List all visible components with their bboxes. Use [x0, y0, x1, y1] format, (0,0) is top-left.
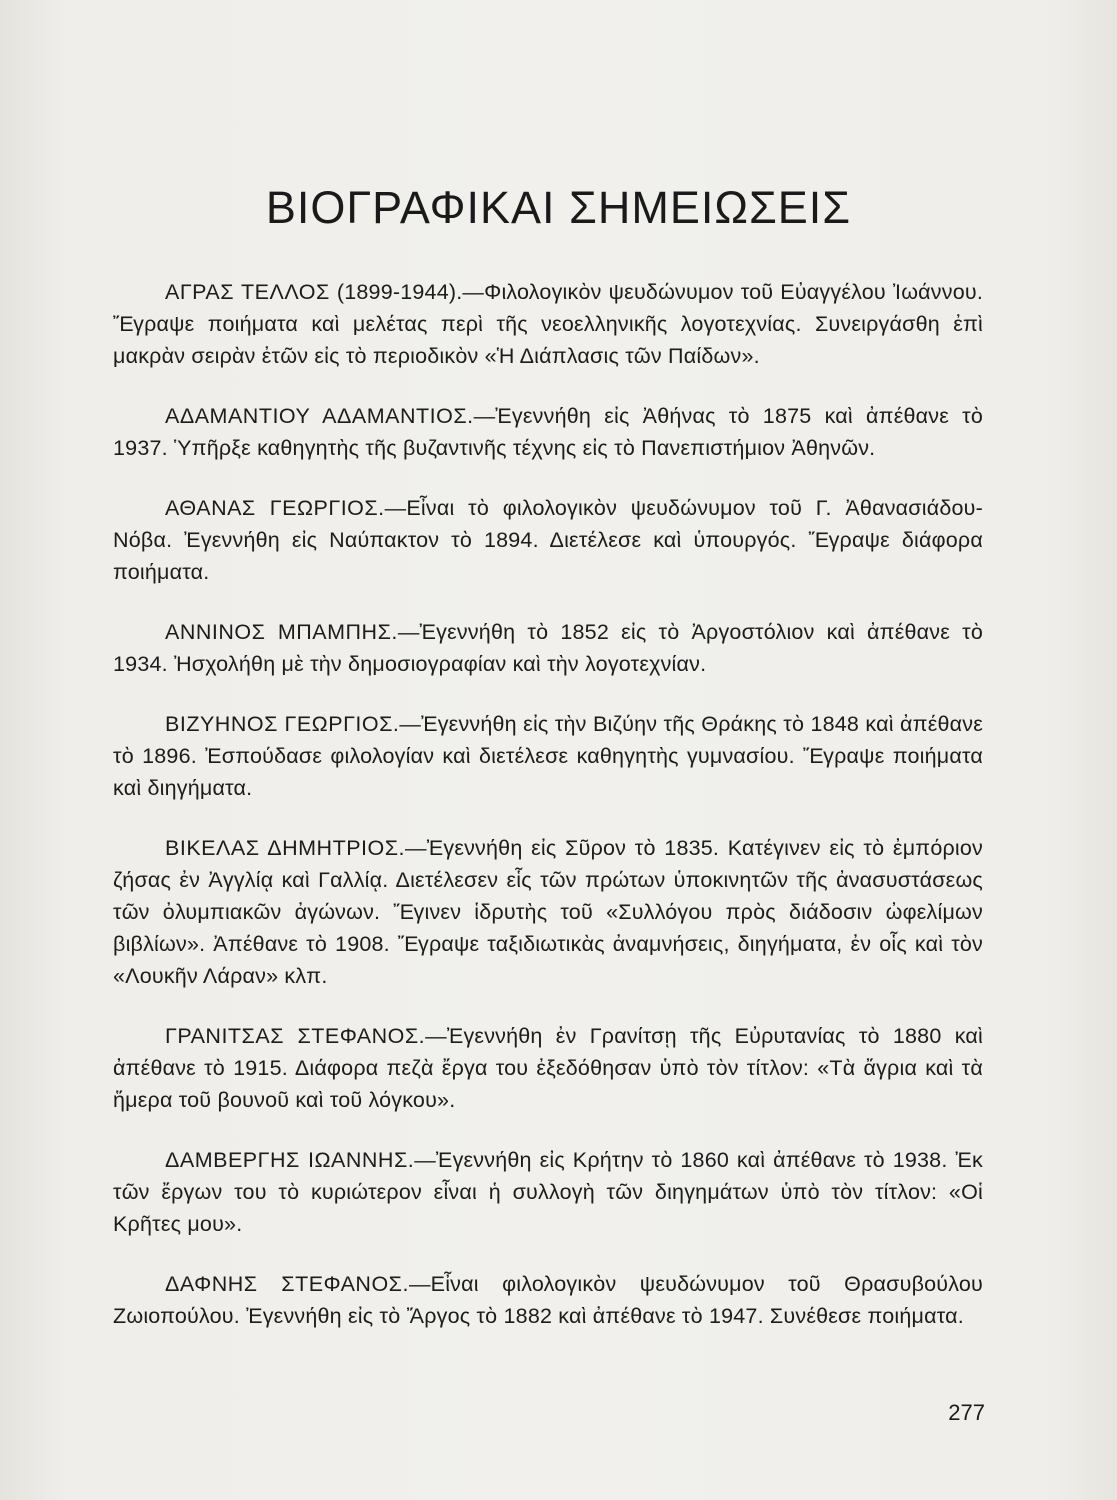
- entry-name: ΔΑΦΝΗΣ ΣΤΕΦΑΝΟΣ.: [165, 1272, 409, 1296]
- entry-name: ΑΝΝΙΝΟΣ ΜΠΑΜΠΗΣ.: [165, 620, 398, 644]
- entry-name: ΒΙΚΕΛΑΣ ΔΗΜΗΤΡΙΟΣ.: [165, 836, 406, 860]
- entry-name: ΓΡΑΝΙΤΣΑΣ ΣΤΕΦΑΝΟΣ.: [165, 1024, 426, 1048]
- page-title: ΒΙΟΓΡΑΦΙΚΑΙ ΣΗΜΕΙΩΣΕΙΣ: [265, 182, 852, 233]
- biography-entry: [113, 708, 983, 804]
- biography-entry: [113, 1144, 983, 1240]
- page-number: 277: [948, 1400, 985, 1425]
- biography-entry: [113, 276, 983, 372]
- entry-text: —Ἐγεννήθη εἰς τὴν Βιζύην τῆς Θράκης τὸ 1848 καὶ ἀπέθανε τὸ 1896. Ἐσπούδασε φιλολογίαν καὶ διετέλεσε καθηγητὴς γυμνασίου. Ἔγραψε ποιήματα καὶ διηγήματα.: [113, 712, 983, 800]
- entry-name: ΒΙΖΥΗΝΟΣ ΓΕΩΡΓΙΟΣ.: [165, 712, 400, 736]
- entry-text: —Ἐγεννήθη ἐν Γρανίτσῃ τῆς Εὐρυτανίας τὸ 1880 καὶ ἀπέθανε τὸ 1915. Διάφορα πεζὰ ἔργα του ἐξεδόθησαν ὑπὸ τὸν τίτλον: «Τὰ ἄγρια καὶ τὰ ἥμερα τοῦ βουνοῦ καὶ τοῦ λόγκου».: [113, 1024, 983, 1112]
- entry-text: —Ἐγεννήθη τὸ 1852 εἰς τὸ Ἀργοστόλιον καὶ ἀπέθανε τὸ 1934. Ἠσχολήθη μὲ τὴν δημοσιογραφίαν καὶ τὴν λογοτεχνίαν.: [113, 620, 983, 676]
- entry-name: ΑΘΑΝΑΣ ΓΕΩΡΓΙΟΣ.: [165, 496, 385, 520]
- entry-name: ΔΑΜΒΕΡΓΗΣ ΙΩΑΝΝΗΣ.: [165, 1148, 415, 1172]
- entry-text: —Εἶναι φιλολογικὸν ψευδώνυμον τοῦ Θρασυβούλου Ζωιοπούλου. Ἐγεννήθη εἰς τὸ Ἄργος τὸ 1882 καὶ ἀπέθανε τὸ 1947. Συνέθεσε ποιήματα.: [113, 1272, 983, 1328]
- entry-name: ΑΔΑΜΑΝΤΙΟΥ ΑΔΑΜΑΝΤΙΟΣ.: [165, 404, 474, 428]
- entry-text: (1899-1944).—Φιλολογικὸν ψευδώνυμον τοῦ Εὐαγγέλου Ἰωάννου. Ἔγραψε ποιήματα καὶ μελέτας περὶ τῆς νεοελληνικῆς λογοτεχνίας. Συνειργάσθη ἐπὶ μακρὰν σειρὰν ἐτῶν εἰς τὸ περιοδικὸν «Ἡ Διάπλασις τῶν Παίδων».: [113, 280, 983, 368]
- biography-entry: [113, 1268, 983, 1332]
- biography-entry: [113, 1020, 983, 1116]
- entry-text: —Εἶναι τὸ φιλολογικὸν ψευδώνυμον τοῦ Γ. Ἀθανασιάδου-Νόβα. Ἐγεννήθη εἰς Ναύπακτον τὸ 1894. Διετέλεσε καὶ ὑπουργός. Ἔγραψε διάφορα ποιήματα.: [113, 496, 984, 584]
- entry-name: ΑΓΡΑΣ ΤΕΛΛΟΣ: [165, 280, 330, 304]
- entry-text: —Ἐγεννήθη εἰς Ἀθήνας τὸ 1875 καὶ ἀπέθανε τὸ 1937. Ὑπῆρξε καθηγητὴς τῆς βυζαντινῆς τέχνης εἰς τὸ Πανεπιστήμιον Ἀθηνῶν.: [113, 404, 984, 460]
- biography-entry: [113, 832, 983, 992]
- biography-entry: [113, 492, 983, 588]
- entry-text: —Ἐγεννήθη εἰς Σῦρον τὸ 1835. Κατέγινεν εἰς τὸ ἐμπόριον ζήσας ἐν Ἀγγλίᾳ καὶ Γαλλίᾳ. Διετέλεσεν εἷς τῶν πρώτων ὑποκινητῶν τῆς ἀνασυστάσεως τῶν ὀλυμπιακῶν ἀγώνων. Ἔγινεν ἱδρυτὴς τοῦ «Συλλόγου πρὸς διάδοσιν ὠφελίμων βιβλίων». Ἀπέθανε τὸ 1908. Ἔγραψε ταξιδιωτικὰς ἀναμνήσεις, διηγήματα, ἐν οἷς καὶ τὸν «Λουκῆν Λάραν» κλπ.: [113, 836, 983, 988]
- entry-text: —Ἐγεννήθη εἰς Κρήτην τὸ 1860 καὶ ἀπέθανε τὸ 1938. Ἐκ τῶν ἔργων του τὸ κυριώτερον εἶναι ἡ συλλογὴ τῶν διηγημάτων ὑπὸ τὸν τίτλον: «Οἱ Κρῆτες μου».: [113, 1148, 984, 1236]
- biography-entry: [113, 400, 983, 464]
- biography-list: [113, 276, 983, 1360]
- biography-entry: [113, 616, 983, 680]
